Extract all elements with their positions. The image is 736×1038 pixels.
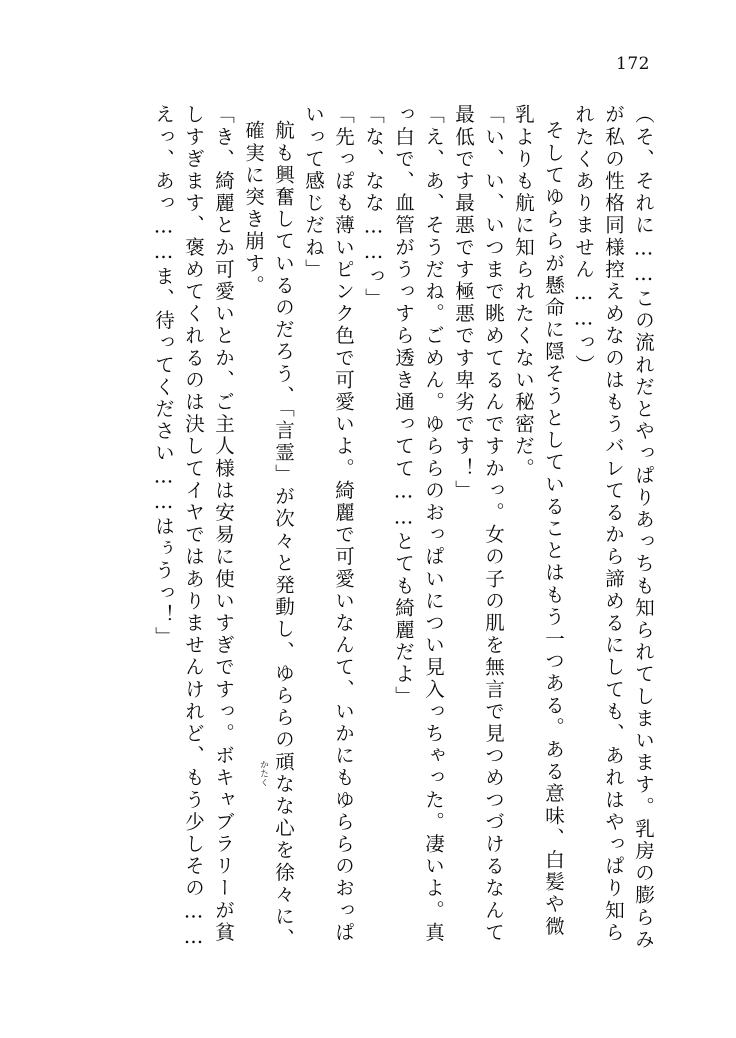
text-line: 乳よりも航に知られたくない秘密だ。 <box>512 104 535 480</box>
text-line: いって感じだね」 <box>302 104 325 281</box>
text-line: 「先っぽも薄いピンク色で可愛いよ。綺麗で可愛いなんて、いかにもゆららのおっぱ <box>332 104 355 944</box>
vertical-text-block <box>78 104 658 964</box>
text-line: そしてゆららが懸命に隠そうとしていることはもう一つある。ある意味、白髪や微 <box>542 120 565 938</box>
ruby-annotation-katakuna: かたく <box>258 760 269 787</box>
text-line: 「な、なな……っ」 <box>362 104 385 310</box>
text-line: 「い、い、いつまで眺めてるんですかっ。女の子の肌を無言で見つめつづけるなんて <box>482 104 505 944</box>
text-line: 最低です最悪です極悪です卑劣です！」 <box>452 104 475 502</box>
text-line: れたくありません……っ） <box>572 104 595 377</box>
text-line: しすぎます、褒めてくれるのは決してイヤではありませんけれど、もう少しその…… <box>182 104 205 951</box>
text-line: が私の性格同様控えめなのはもうバレてるから諦めるにしても、あれはやっぱり知ら <box>602 104 625 944</box>
page-number: 172 <box>616 54 650 74</box>
text-line: っ白で、血管がうっすら透き通ってて……とても綺麗だよ」 <box>392 104 415 708</box>
text-line: 確実に突き崩す。 <box>242 120 265 297</box>
text-line: 航も興奮しているのだろう、「言霊」が次々と発動し、ゆららの頑なな心を徐々に、 <box>272 120 295 951</box>
text-line: 「き、綺麗とか可愛いとか、ご主人様は安易に使いすぎですっ。ボキャブラリーが貧 <box>212 104 235 944</box>
text-line: 「え、あ、そうだね。ごめん。ゆららのおっぱいについ見入っちゃった。凄いよ。真 <box>422 104 445 944</box>
text-line: えっ、あっ……ま、待ってください……はぅうっ！」 <box>152 104 175 649</box>
text-line: （そ、それに……この流れだとやっぱりあっちも知られてしまいます。乳房の膨らみ <box>632 104 655 951</box>
